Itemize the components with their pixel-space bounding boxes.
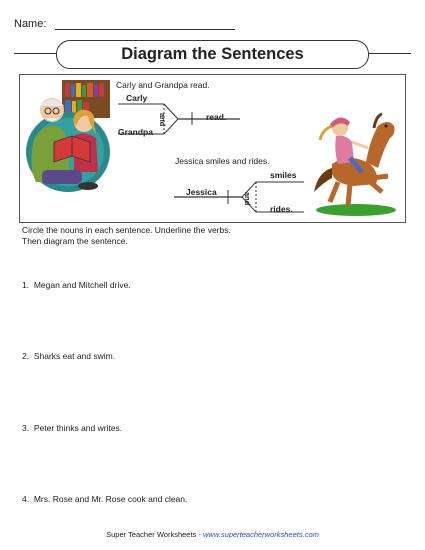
footer-text: Super Teacher Worksheets - (106, 530, 203, 539)
instructions-line-1: Circle the nouns in each sentence. Underline the verbs. (22, 225, 231, 235)
example-2-conjunction: and (243, 192, 252, 206)
example-1-sentence: Carly and Grandpa read. (116, 80, 210, 90)
question-1 (22, 280, 131, 290)
page-title: Diagram the Sentences (56, 40, 369, 69)
question-2-number: 2. (22, 351, 30, 361)
footer-link[interactable]: www.superteacherworksheets.com (202, 530, 319, 539)
instructions-line-2: Then diagram the sentence. (22, 236, 128, 246)
question-3-text: Peter thinks and writes. (33, 423, 123, 433)
question-3-number: 3. (22, 423, 30, 433)
question-4-number: 4. (22, 494, 30, 504)
question-2-text: Sharks eat and swim. (33, 351, 116, 361)
example-2-verb-1: smiles (270, 170, 297, 180)
question-4 (22, 494, 187, 504)
question-1-number: 1. (22, 280, 30, 290)
question-1-text: Megan and Mitchell drive. (33, 280, 131, 290)
question-4-text: Mrs. Rose and Mr. Rose cook and clean. (33, 494, 188, 504)
footer (0, 530, 425, 539)
name-line[interactable] (55, 29, 235, 30)
example-2-verb-2: rides. (270, 204, 293, 214)
example-2-sentence: Jessica smiles and rides. (175, 156, 270, 166)
example-1-verb: read. (206, 112, 227, 122)
question-3 (22, 423, 122, 433)
example-2-subject: Jessica (186, 187, 217, 197)
girl-riding-horse-illustration (310, 112, 402, 216)
example-1-subject-1: Carly (126, 93, 148, 103)
example-1-conjunction: and (158, 113, 167, 127)
grandpa-reading-illustration (24, 80, 112, 192)
name-label: Name: (14, 18, 47, 30)
question-2 (22, 351, 115, 361)
example-1-subject-2: Grandpa (118, 127, 153, 137)
